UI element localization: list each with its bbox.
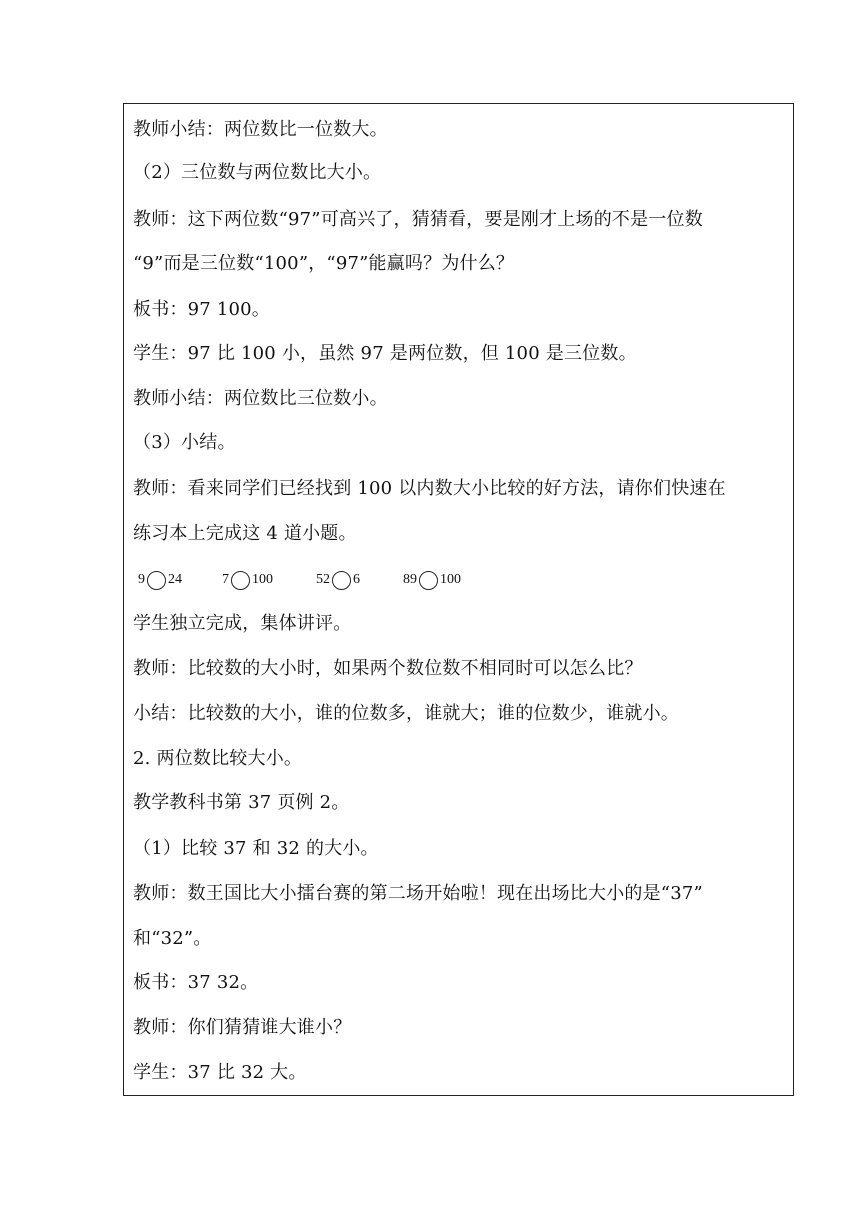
text-line: 和“32”。 <box>133 928 212 949</box>
left-number: 7 <box>222 572 229 587</box>
right-number: 100 <box>252 572 273 587</box>
text-line: 教师：看来同学们已经找到 100 以内数大小比较的好方法，请你们快速在 <box>133 478 726 499</box>
right-number: 100 <box>440 572 461 587</box>
left-number: 9 <box>138 572 145 587</box>
lesson-table-cell <box>123 103 794 1096</box>
text-line: 教师小结：两位数比三位数小。 <box>133 388 388 409</box>
text-line: （2）三位数与两位数比大小。 <box>133 162 382 183</box>
left-number: 89 <box>403 572 417 587</box>
comparison-item <box>316 568 360 592</box>
blank-circle-icon <box>419 571 438 590</box>
left-number: 52 <box>316 572 330 587</box>
comparison-item <box>222 568 273 592</box>
text-line: 教师：你们猜猜谁大谁小？ <box>133 1017 352 1038</box>
right-number: 24 <box>168 572 182 587</box>
text-line: 小结：比较数的大小，谁的位数多，谁就大；谁的位数少，谁就小。 <box>133 703 679 724</box>
text-line: 教师：这下两位数“97”可高兴了，猜猜看，要是刚才上场的不是一位数 <box>133 209 703 230</box>
blank-circle-icon <box>147 571 166 590</box>
text-line: “9”而是三位数“100”，“97”能赢吗？为什么？ <box>133 253 515 274</box>
text-line: 学生独立完成，集体讲评。 <box>133 613 352 634</box>
text-line: 学生：37 比 32 大。 <box>133 1062 307 1083</box>
text-line: 学生：97 比 100 小，虽然 97 是两位数，但 100 是三位数。 <box>133 343 637 364</box>
text-line: （1）比较 37 和 32 的大小。 <box>133 838 379 859</box>
text-line: 板书：97 100。 <box>133 299 270 320</box>
comparison-item <box>403 568 461 592</box>
right-number: 6 <box>353 572 360 587</box>
text-line: 教师：比较数的大小时，如果两个数位数不相同时可以怎么比？ <box>133 658 643 679</box>
text-line: 教学教科书第 37 页例 2。 <box>133 792 350 813</box>
text-line: 2. 两位数比较大小。 <box>133 748 303 769</box>
text-line: 板书：37 32。 <box>133 972 259 993</box>
text-line: （3）小结。 <box>133 432 236 453</box>
text-line: 练习本上完成这 4 道小题。 <box>133 523 357 544</box>
comparison-item <box>138 568 182 592</box>
blank-circle-icon <box>231 571 250 590</box>
text-line: 教师小结：两位数比一位数大。 <box>133 119 388 140</box>
text-line: 教师：数王国比大小擂台赛的第二场开始啦！现在出场比大小的是“37” <box>133 883 703 904</box>
blank-circle-icon <box>332 571 351 590</box>
